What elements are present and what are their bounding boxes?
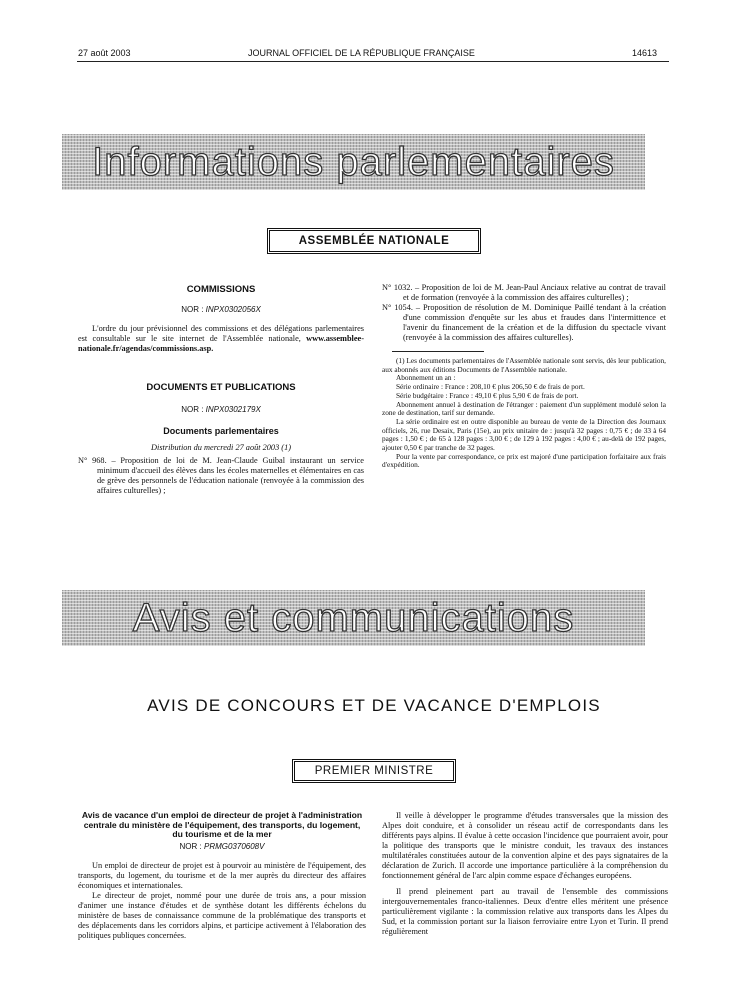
vacancy-title: Avis de vacance d'un emploi de directeur de projet à l'administration centrale du ministère de l'équipement, des transports, du logement, du tourisme et de la mer xyxy=(81,810,363,840)
commissions-url[interactable]: www.assemblee-nationale.fr/agendas/commissions.asp. xyxy=(78,334,364,353)
vacancy-body xyxy=(78,861,366,941)
documents-subtitle: Documents parlementaires xyxy=(163,426,279,436)
premier-ministre-heading: PREMIER MINISTRE xyxy=(292,759,456,783)
nor-value: INPX0302179X xyxy=(205,405,261,414)
paragraph: Il prend pleinement part au travail de l'ensemble des commissions intergouvernementales franco-italiennes. Deux d'entre elles méritent une présence particulièrement vigilante : la commission relative aux transports dans les Alpes du Sud, et la commission portant sur la liaison ferroviaire entre Lyon et Turin. Il prend régulièrement xyxy=(382,887,668,936)
banner-avis-et-communications xyxy=(62,590,645,646)
assemblee-nationale-heading: ASSEMBLÉE NATIONALE xyxy=(267,228,481,254)
footnote-line: Pour la vente par correspondance, ce prix est majoré d'une participation forfaitaire aux frais d'expédition. xyxy=(382,451,666,470)
footnote xyxy=(382,357,666,470)
avis-concours-title: AVIS DE CONCOURS ET DE VACANCE D'EMPLOIS xyxy=(147,696,601,715)
documents-nor xyxy=(78,405,364,414)
document-1054: N° 1054. – Proposition de résolution de M. Dominique Paillé tendant à la création d'une commission d'enquête sur les abus et fraudes dans l'intermittence et l'avenir du financement de la création et de la diffusion du spectacle vivant (renvoyée à la commission des affaires culturelles). xyxy=(382,303,666,342)
nor-label: NOR : xyxy=(179,841,202,851)
header-journal: JOURNAL OFFICIEL DE LA RÉPUBLIQUE FRANÇAISE xyxy=(248,48,475,58)
banner-title: Avis et communications xyxy=(132,595,575,640)
distribution-line: Distribution du mercredi 27 août 2003 (1) xyxy=(151,443,291,452)
header-date: 27 août 2003 xyxy=(78,48,131,58)
footnote-rule xyxy=(392,351,484,352)
documents-title: DOCUMENTS ET PUBLICATIONS xyxy=(146,382,296,393)
banner-informations-parlementaires xyxy=(62,134,645,190)
commissions-nor xyxy=(78,305,364,314)
nor-label: NOR : xyxy=(181,405,204,414)
footnote-line: Série budgétaire : France : 49,10 € plus 5,90 € de frais de port. xyxy=(396,390,579,400)
commissions-text xyxy=(78,324,364,354)
footnote-line: Abonnement annuel à destination de l'étranger : paiement d'un supplément modulé selon la zone de destination, tarif sur demande. xyxy=(382,399,666,418)
paragraph: Un emploi de directeur de projet est à pourvoir au ministère de l'équipement, des transports, du logement, du tourisme et de la mer auprès du directeur des affaires économiques et internationales. xyxy=(78,860,366,890)
nor-value: INPX0302056X xyxy=(205,305,261,314)
vacancy-nor xyxy=(78,842,366,851)
paragraph: Il veille à développer le programme d'études transversales que la mission des Alpes doit conduire, et à consolider un réseau actif de correspondants dans les différents pays alpins. Il évalue à cette occasion l'incidence que pourraient avoir, pour la politique des transports que le ministre conduit, les travaux des instances multilatérales constituées autour de la convention alpine et des pays signataires de la déclaration de Zurich. Il accorde une importance particulière à la compréhension du fonctionnement général de l'arc alpin comme espace d'échanges européens. xyxy=(382,811,668,880)
nor-label: NOR : xyxy=(181,305,204,314)
nor-value: PRMG0370608V xyxy=(203,841,265,851)
document-1032: N° 1032. – Proposition de loi de M. Jean-Paul Anciaux relative au contrat de travail et de formation (renvoyée à la commission des affaires culturelles) ; xyxy=(382,283,666,302)
banner-title: Informations parlementaires xyxy=(92,139,615,184)
bottom-left-column xyxy=(78,811,366,941)
document-968: N° 968. – Proposition de loi de M. Jean-Claude Guibal instaurant un service minimum d'accueil des élèves dans les écoles maternelles et élémentaires en cas de grève des personnels de l'éducation nationale (renvoyée à la commission des affaires culturelles) ; xyxy=(78,456,364,495)
header-rule xyxy=(77,61,669,62)
right-column-top xyxy=(382,283,666,470)
footnote-line: Série ordinaire : France : 208,10 € plus 206,50 € de frais de port. xyxy=(396,382,585,392)
footnote-line: Abonnement un an : xyxy=(396,373,456,383)
vacancy-body-continued xyxy=(382,811,668,937)
footnote-line: (1) Les documents parlementaires de l'Assemblée nationale sont servis, dès leur publication, aux abonnés aux éditions Documents de l'Assemblée nationale. xyxy=(382,356,666,374)
left-column-top xyxy=(78,284,364,496)
bottom-right-column xyxy=(382,811,668,937)
footnote-line: La série ordinaire est en outre disponible au bureau de vente de la Direction des Journaux officiels, 26, rue Desaix, Paris (15e), au prix unitaire de : jusqu'à 32 pages : 0,75 € ; de 33 à 64 pages : 1,50 € ; de 65 à 128 pages : 3,00 € ; de 129 à 192 pages : 4,00 € ; au-delà de 192 pages, ajouter 0,50 € par tranche de 32 pages. xyxy=(382,416,666,453)
commissions-paragraph: L'ordre du jour prévisionnel des commissions et des délégations parlementaires est consultable sur le site internet de l'Assemblée nationale, xyxy=(78,324,364,343)
commissions-title: COMMISSIONS xyxy=(186,284,256,295)
paragraph: Le directeur de projet, nommé pour une durée de trois ans, a pour mission d'animer une instance d'études et de synthèse dotant les différents échelons du ministère de bases de connaissance commune de la problématique des transports et des déplacements dans les corridors alpins, et participe activement à l'élaboration des politiques publiques concernées. xyxy=(78,890,366,940)
header-page-number: 14613 xyxy=(632,48,658,58)
